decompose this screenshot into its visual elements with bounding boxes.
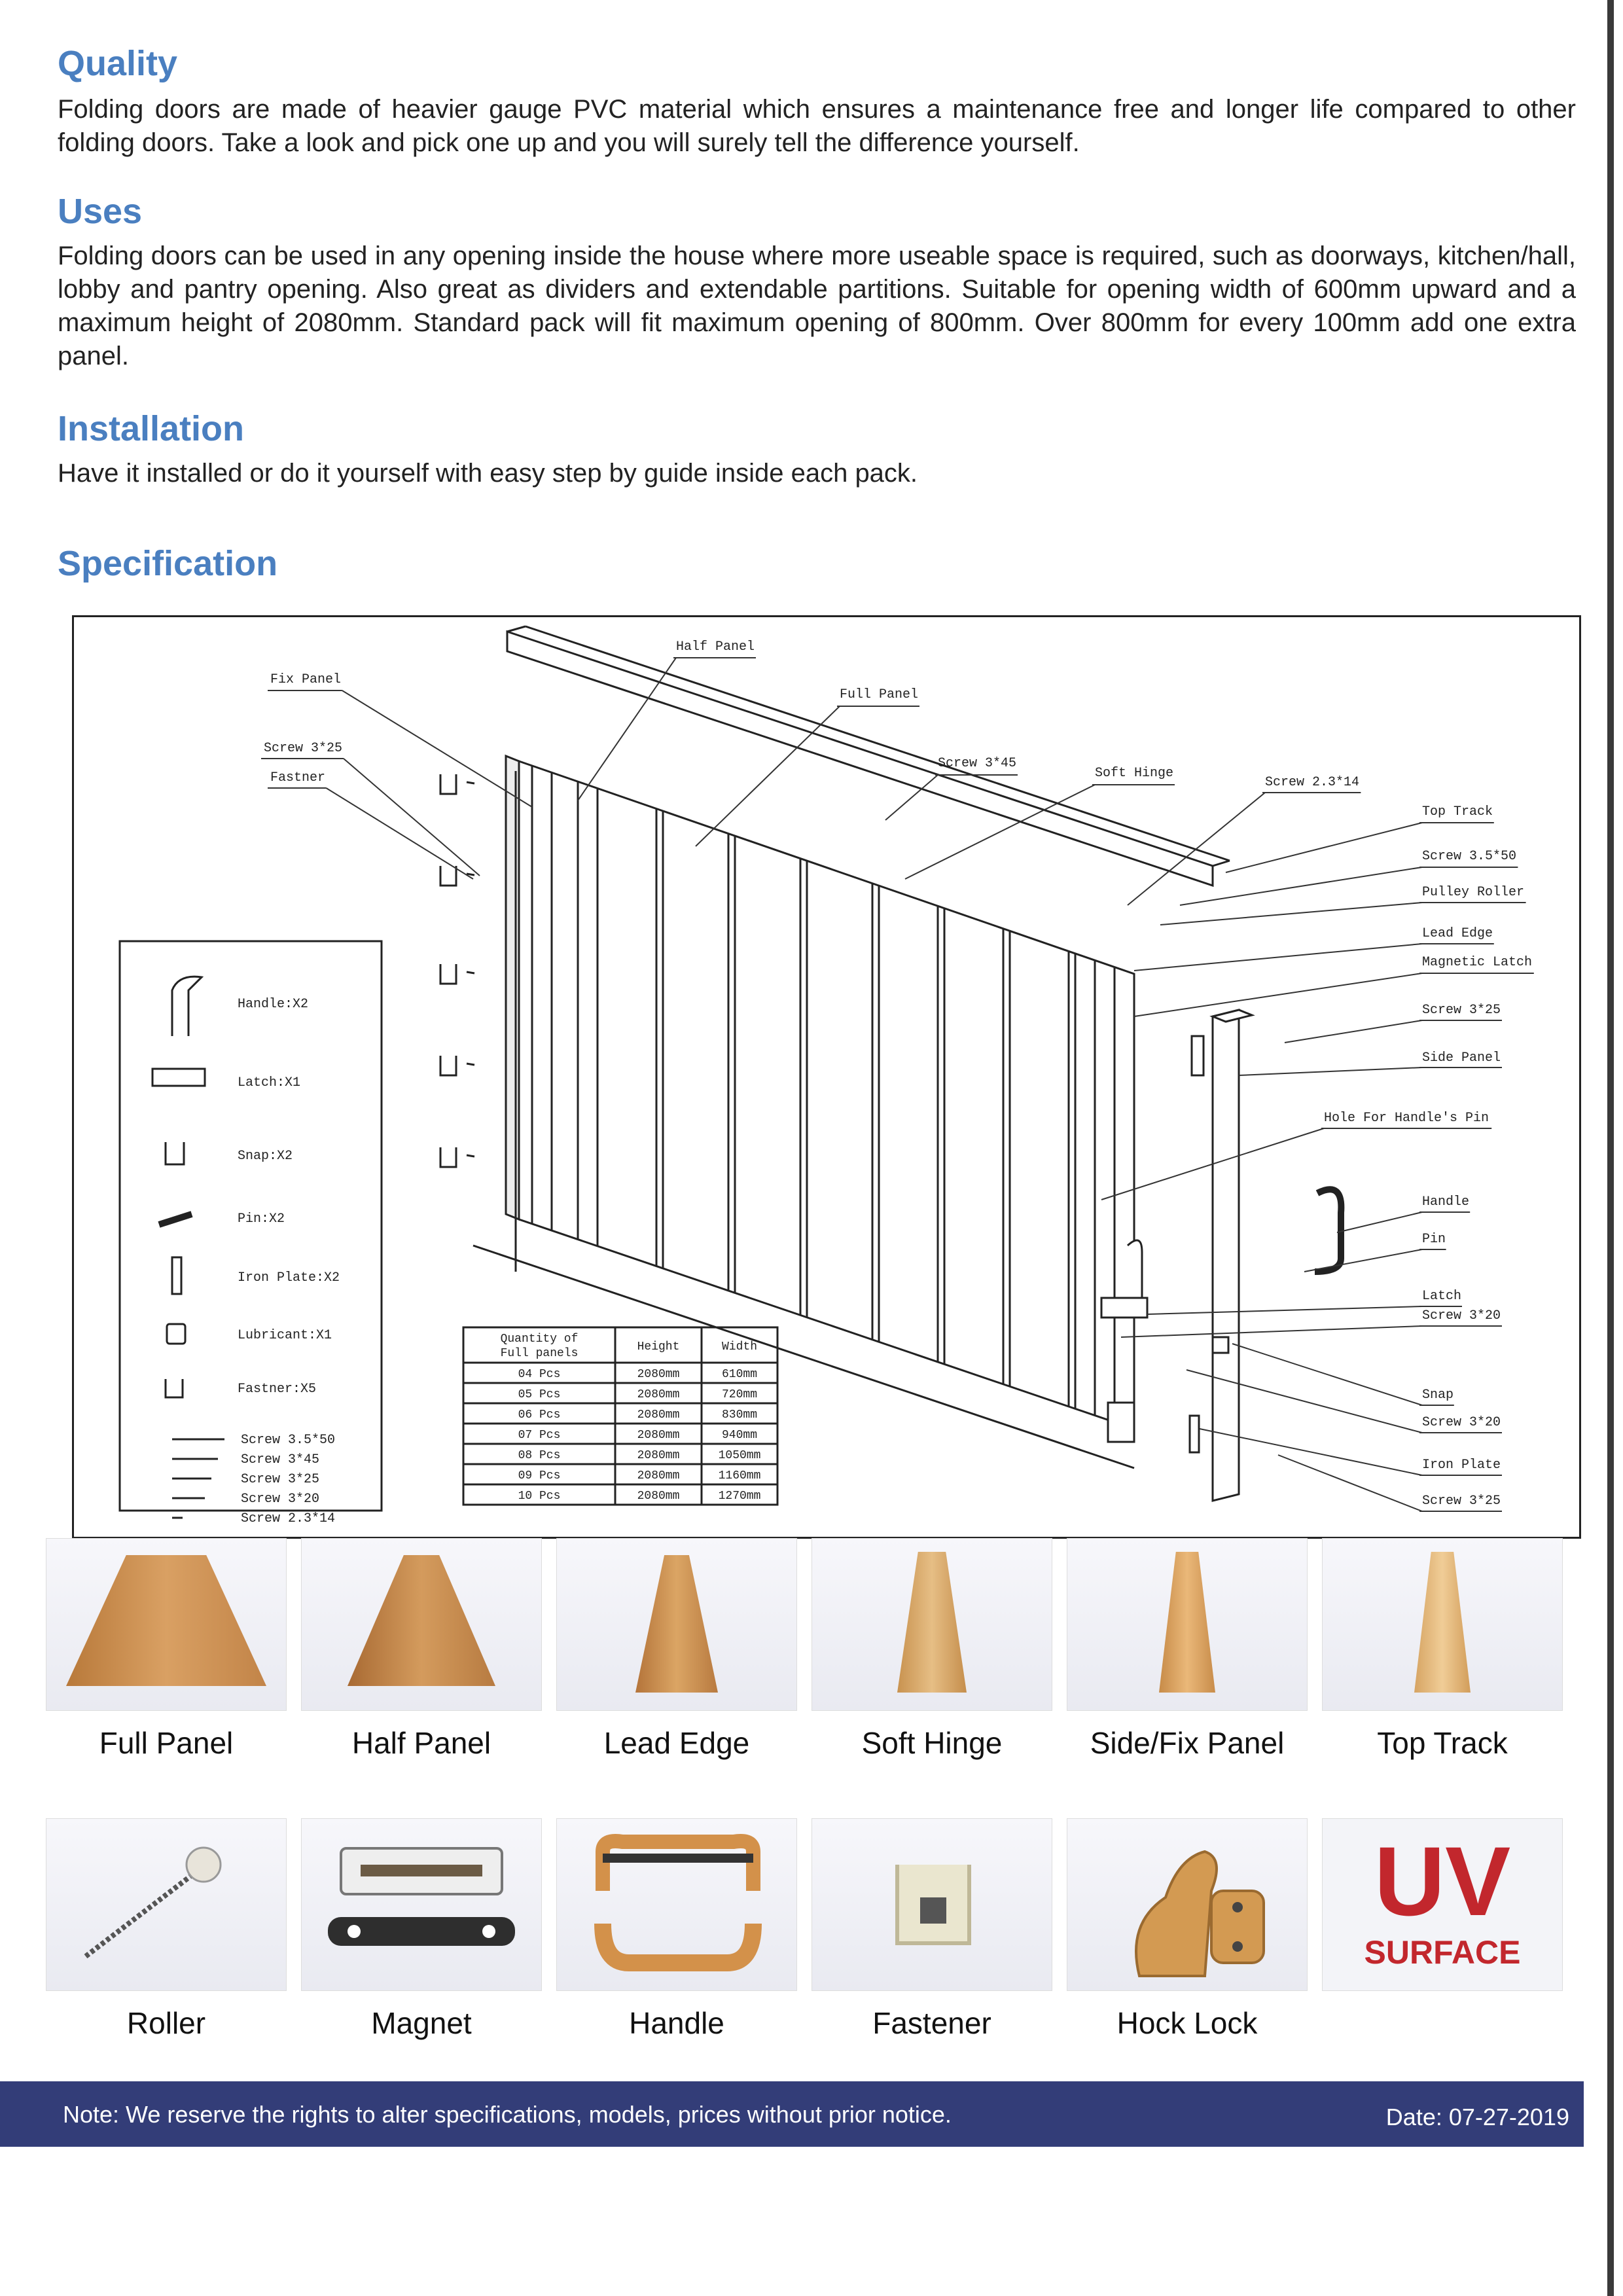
callout-leader <box>342 691 532 807</box>
kit-icon <box>167 1324 185 1344</box>
part-caption: Magnet <box>371 2006 472 2040</box>
hock-lock-image <box>1067 1818 1308 1991</box>
parts-row-2 <box>46 1818 1563 2041</box>
part-side-fix-panel <box>1067 1538 1308 1761</box>
specification-diagram <box>72 615 1581 1539</box>
callout-label: Screw 3*25 <box>264 741 343 756</box>
callout-label: Full Panel <box>840 687 919 702</box>
fastener-image <box>812 1818 1052 1991</box>
part-half-panel <box>301 1538 542 1761</box>
callout-leader <box>1134 973 1422 1016</box>
callout-leader <box>1160 903 1422 925</box>
magnet-image <box>301 1818 542 1991</box>
footer-date: Date: 07-27-2019 <box>1385 2104 1569 2130</box>
part-fastener <box>812 1818 1052 2041</box>
callout-leader <box>1134 944 1422 971</box>
callout-label: Handle <box>1422 1194 1470 1210</box>
callout-label: Top Track <box>1422 804 1493 819</box>
roller-image <box>46 1818 287 1991</box>
table-cell: 940mm <box>721 1429 758 1442</box>
magnet-icon <box>302 1819 541 1990</box>
quality-title: Quality <box>58 44 178 83</box>
part-hock-lock <box>1067 1818 1308 2041</box>
callout-leader <box>1337 1212 1422 1232</box>
table-cell: 08 Pcs <box>518 1449 561 1462</box>
callout-label: Latch <box>1422 1289 1462 1304</box>
table-cell: 2080mm <box>637 1490 680 1503</box>
part-lead-edge <box>556 1538 797 1761</box>
kit-item: Pin:X2 <box>238 1211 285 1227</box>
callout-leader <box>1147 1306 1422 1314</box>
uv-badge-panel <box>1322 1818 1563 1991</box>
part-handle <box>556 1818 797 2041</box>
fastner-bracket <box>440 774 474 794</box>
kit-item: Latch:X1 <box>238 1075 301 1090</box>
callout-label: Snap <box>1422 1388 1454 1403</box>
half-panel-image <box>301 1538 542 1711</box>
fastner-bracket <box>440 1147 474 1167</box>
callout-label: Screw 3*25 <box>1422 1494 1501 1509</box>
table-cell: 05 Pcs <box>518 1388 561 1401</box>
callout-label: Side Panel <box>1422 1050 1501 1066</box>
kit-item: Lubricant:X1 <box>238 1328 332 1343</box>
table-cell: 2080mm <box>637 1368 680 1381</box>
callout-leader <box>1232 1344 1422 1405</box>
part-caption: Full Panel <box>99 1726 234 1760</box>
kit-item: Snap:X2 <box>238 1149 293 1164</box>
part-top-track <box>1322 1538 1563 1761</box>
table-cell: 2080mm <box>637 1408 680 1422</box>
uses-title: Uses <box>58 192 143 231</box>
soft-hinge-image <box>812 1538 1052 1711</box>
footer-note: Note: We reserve the rights to alter specifications, models, prices without prior notice. <box>63 2101 952 2128</box>
table-cell: 07 Pcs <box>518 1429 561 1442</box>
callout-label: Fix Panel <box>270 672 342 687</box>
callout-label: Screw 3*20 <box>1422 1308 1501 1323</box>
callout-label: Screw 3*45 <box>938 756 1017 771</box>
callout-label: Soft Hinge <box>1095 766 1174 781</box>
table-cell: 2080mm <box>637 1388 680 1401</box>
table-header: Width <box>721 1340 758 1354</box>
table-cell: 1160mm <box>718 1469 761 1482</box>
uses-body: Folding doors can be used in any opening inside the house where more useable space is required, such as doorways, kitchen/hall, lobby and pantry opening. Also great as dividers and extendable partitions. Suitable for opening width of 600mm upward and a maximum height of 2080mm. Standard pack will fit maximum opening of 800mm. Over 800mm for every 100mm add one extra panel. <box>58 242 1576 370</box>
screw-item: Screw 2.3*14 <box>241 1511 336 1526</box>
uv-badge-big: UV <box>1374 1826 1511 1936</box>
part-caption: Half Panel <box>351 1726 491 1760</box>
callout-leader <box>1121 1326 1422 1337</box>
callout-label: Screw 3*25 <box>1422 1003 1501 1018</box>
kit-icon <box>166 1379 183 1397</box>
callout-label: Fastner <box>270 770 326 785</box>
kit-icon <box>152 1069 205 1086</box>
uv-badge-small: SURFACE <box>1364 1934 1521 1971</box>
quality-body: Folding doors are made of heavier gauge PVC material which ensures a maintenance free and longer life compared to other folding doors. Take a look and pick one up and you will surely tell the difference yourself. <box>58 95 1576 157</box>
part-full-panel <box>46 1538 287 1761</box>
table-cell: 09 Pcs <box>518 1469 561 1482</box>
kit-item: Iron Plate:X2 <box>238 1270 340 1285</box>
uv-surface-badge <box>1322 1818 1563 2041</box>
table-header: Height <box>637 1340 680 1354</box>
part-caption: Hock Lock <box>1116 2006 1258 2040</box>
installation-title: Installation <box>58 409 245 448</box>
table-cell: 2080mm <box>637 1469 680 1482</box>
side-fix-panel-image <box>1067 1538 1308 1711</box>
callout-leader <box>1180 867 1422 905</box>
callout-leader <box>1226 823 1422 872</box>
table-header: Quantity of <box>500 1333 579 1346</box>
part-roller <box>46 1818 287 2041</box>
part-caption: Roller <box>126 2006 206 2040</box>
kit-item: Handle:X2 <box>238 997 309 1012</box>
fastener-icon <box>812 1819 1052 1990</box>
table-cell: 06 Pcs <box>518 1408 561 1422</box>
part-caption: Fastener <box>872 2006 991 2040</box>
part-caption: Side/Fix Panel <box>1090 1726 1285 1760</box>
parts-row-1 <box>46 1538 1563 1761</box>
screw-item: Screw 3.5*50 <box>241 1433 336 1448</box>
screw-item: Screw 3*20 <box>241 1492 320 1507</box>
callout-label: Screw 3.5*50 <box>1422 849 1517 864</box>
callout-leader <box>1278 1455 1422 1511</box>
handle-image <box>556 1818 797 1991</box>
fastner-bracket <box>440 1056 474 1075</box>
callout-label: Lead Edge <box>1422 926 1493 941</box>
roller-icon <box>46 1819 286 1990</box>
part-caption: Handle <box>629 2006 724 2040</box>
part-soft-hinge <box>812 1538 1052 1761</box>
table-cell: 720mm <box>721 1388 758 1401</box>
exploded-diagram <box>74 617 1579 1537</box>
table-cell: 1270mm <box>718 1490 761 1503</box>
callout-label: Screw 2.3*14 <box>1265 775 1360 790</box>
callout-leader <box>1285 1020 1422 1043</box>
table-header: Full panels <box>500 1347 579 1360</box>
table-cell: 1050mm <box>718 1449 761 1462</box>
table-cell: 04 Pcs <box>518 1368 561 1381</box>
full-panel-image <box>46 1538 287 1711</box>
table-cell: 610mm <box>721 1368 758 1381</box>
table-cell: 2080mm <box>637 1449 680 1462</box>
handle-icon <box>557 1819 796 1990</box>
part-caption: Soft Hinge <box>861 1726 1003 1760</box>
kit-icon <box>172 1257 181 1294</box>
part-magnet <box>301 1818 542 2041</box>
callout-label: Pulley Roller <box>1422 885 1525 900</box>
callout-label: Iron Plate <box>1422 1458 1501 1473</box>
callout-label: Magnetic Latch <box>1422 955 1533 970</box>
callout-label: Pin <box>1422 1232 1446 1247</box>
table-cell: 830mm <box>721 1408 758 1422</box>
part-caption: Top Track <box>1377 1726 1508 1760</box>
fastner-bracket <box>440 964 474 984</box>
callout-leader <box>1304 1249 1422 1272</box>
scan-edge <box>1607 0 1614 2296</box>
table-cell: 10 Pcs <box>518 1490 561 1503</box>
callout-leader <box>1239 1067 1422 1075</box>
hock-lock-icon <box>1067 1819 1307 1990</box>
kit-item: Fastner:X5 <box>238 1382 317 1397</box>
callout-leader <box>326 788 473 879</box>
top-track-image <box>1322 1538 1563 1711</box>
specification-title: Specification <box>58 544 278 583</box>
callout-label: Half Panel <box>676 639 755 655</box>
callout-label: Screw 3*20 <box>1422 1415 1501 1430</box>
installation-body: Have it installed or do it yourself with easy step by guide inside each pack. <box>58 459 918 488</box>
table-cell: 2080mm <box>637 1429 680 1442</box>
kit-icon <box>166 1142 184 1164</box>
footer-bar <box>0 2081 1584 2147</box>
screw-item: Screw 3*25 <box>241 1472 320 1487</box>
screw-item: Screw 3*45 <box>241 1452 320 1467</box>
callout-label: Hole For Handle's Pin <box>1324 1111 1489 1126</box>
callout-leader <box>344 759 480 876</box>
lead-edge-image <box>556 1538 797 1711</box>
part-caption: Lead Edge <box>603 1726 750 1760</box>
